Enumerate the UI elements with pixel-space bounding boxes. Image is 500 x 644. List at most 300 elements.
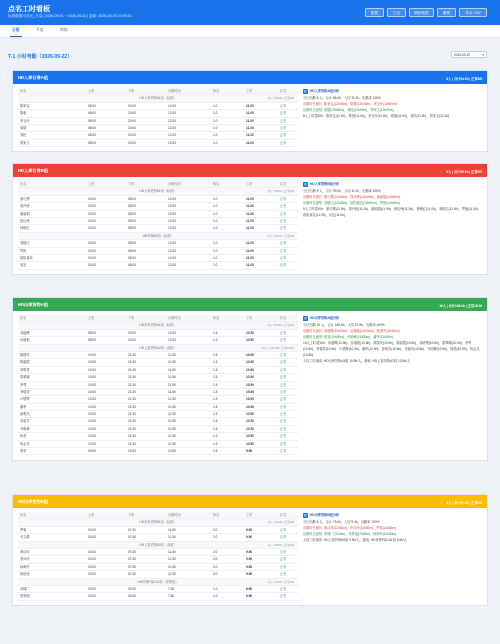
table-cell: 9.50 [246,527,253,532]
card-title: HD入库日常A组 [18,75,49,80]
table-cell: 韦文倩 [20,535,30,540]
table-cell: 9.50 [246,564,253,569]
table-cell: 1.5 [213,382,218,387]
table-cell: 正常 [280,255,287,260]
table-cell: 10:00 [88,367,96,372]
column-header: 状态 [280,182,287,186]
table-cell: 1.0 [213,248,218,253]
table-cell: 20:00 [128,140,136,145]
table-row[interactable] [18,367,298,374]
table-cell: 12.00 [168,196,176,201]
table-cell: 21:30 [128,404,136,409]
table-cell: 12.00 [168,338,176,343]
tab-detail[interactable]: 明细 [60,28,68,32]
table-row[interactable] [18,396,298,403]
table-cell: 正常 [280,594,287,599]
table-row[interactable] [18,240,298,247]
table-cell: 11.50 [168,382,176,387]
table-cell: 08:00 [128,248,136,253]
table-cell: 邓锦广 [20,586,30,591]
table-cell: 12.00 [168,118,176,123]
table-cell: 正常 [280,196,287,201]
column-header: 出勤时间 [168,316,181,320]
group-row [18,579,298,586]
table-cell: 11.50 [168,535,176,540]
table-cell: 20:00 [88,248,96,253]
table-cell: 正常 [280,586,287,591]
column-header: 姓名 [20,182,27,186]
table-row[interactable] [18,586,298,593]
card-header [13,298,487,311]
table-row[interactable] [18,374,298,381]
table-cell: 08:00 [88,140,96,145]
table-row[interactable] [18,225,298,232]
table-row[interactable] [18,203,298,210]
table-cell: 1.5 [213,338,218,343]
analysis-title: HD出库货物B组分析 [310,513,340,517]
table-row[interactable] [18,248,298,255]
table-cell: 1.5 [213,360,218,365]
table-cell: 正常 [280,441,287,446]
table-cell: 蒙翠娜 [20,375,30,380]
table-cell: 21:30 [128,382,136,387]
table-cell: 1.0 [213,241,218,246]
table-cell: 11.50 [168,360,176,365]
table-row[interactable] [18,352,298,359]
table-cell: 2.0 [213,564,218,569]
table-cell: 欧阳嘉花 [20,255,33,260]
table-row[interactable] [18,527,298,534]
table-cell: 10.50 [246,426,254,431]
table-cell: 正常 [280,535,287,540]
table-cell: 20:00 [128,103,136,108]
analysis-header [303,88,483,95]
table-cell: 正常 [280,419,287,424]
table-cell: 正常 [280,367,287,372]
table-cell: 07:30 [128,549,136,554]
analysis-header [303,512,483,519]
table-cell: 陈豪 [20,111,27,116]
table-cell: 11.00 [246,133,254,138]
table-row[interactable] [18,564,298,571]
table-cell: 1.0 [213,133,218,138]
table-cell: 10:00 [88,397,96,402]
table-row[interactable] [18,211,298,218]
table-cell: 11.50 [168,352,176,357]
analysis-line: 当日出勤 16 人，合计 168.0h，人均 10.5h，出勤率 100% [303,323,385,327]
table-cell: 正常 [280,382,287,387]
table-cell: 正常 [280,211,287,216]
table-row[interactable] [18,534,298,541]
table-cell: 07:30 [128,564,136,569]
table-cell: 10:00 [88,434,96,439]
table-cell: 20:00 [128,111,136,116]
table-cell: 杨金龙 [20,441,30,446]
table-row[interactable] [18,103,298,110]
column-header: 姓名 [20,89,27,93]
analysis-panel [303,512,483,543]
table-cell: 12.00 [168,248,176,253]
column-header: 上班 [88,182,95,186]
attendance-table [18,315,298,455]
analysis-line: 出勤时长最短: 张宽(10h30m)、韦明峰(11h30m)、潘军(11h30m) [303,335,394,339]
table-cell: 10.50 [246,419,254,424]
column-header: 上班 [88,316,95,320]
column-header: 工时 [246,89,253,93]
card-summary: 8人 | 合计94.0h | 正常8/8 [446,76,482,81]
table-row[interactable] [18,411,298,418]
table-cell: 7.50 [168,586,175,591]
group-label: HD上架货物A2组（双班） [139,345,177,350]
group-label: HD入库货物A1组（标准） [139,96,177,101]
column-header: 休息 [213,316,220,320]
table-cell: 6.50 [246,586,253,591]
table-cell: 10.50 [246,360,254,365]
analysis-line: 出勤时长最短: 刘德江(12h00m)、欧阳嘉花(12h00m)、罗艳(12h00m) [303,201,400,205]
table-cell: 吴宏 [20,263,27,268]
table-cell: 正常 [280,375,287,380]
table-cell: 11.50 [168,572,176,577]
table-cell: 孙瑞艳 [20,338,30,343]
table-cell: 1.0 [213,586,218,591]
analysis-line: 当日出勤 9 人，合计 99.0h，人均 11.0h，出勤率 100% [303,189,381,193]
table-cell: 正常 [280,426,287,431]
table-row[interactable] [18,330,298,337]
table-cell: 9.50 [246,549,253,554]
table-cell: 杨美 [20,434,27,439]
table-cell: 08:00 [88,125,96,130]
table-cell: 正常 [280,549,287,554]
table-cell: 正常 [280,360,287,365]
table-header [18,315,298,322]
table-cell: 正常 [280,557,287,562]
group-label: HD上架货物B2组（双班） [139,542,177,547]
table-cell: 正常 [280,449,287,454]
table-row[interactable] [18,571,298,578]
table-row[interactable] [18,110,298,117]
table-cell: 03:30 [128,594,136,599]
table-cell: 正常 [280,397,287,402]
table-cell: 12.00 [168,103,176,108]
table-cell: 6.50 [246,594,253,599]
analysis-panel [303,181,483,218]
column-header: 姓名 [20,513,27,517]
table-cell: 张梦丽 [20,594,30,599]
table-cell: 20:00 [88,241,96,246]
table-cell: 1.0 [213,125,218,130]
attendance-table [18,512,298,601]
table-row[interactable] [18,441,298,448]
table-row[interactable] [18,418,298,425]
table-cell: 20:00 [88,211,96,216]
table-cell: 杨欣欣 [20,572,30,577]
column-header: 姓名 [20,316,27,320]
table-row[interactable] [18,262,298,269]
chart-icon: ▥ [304,315,307,320]
card-title: HD出库货物A组 [18,302,49,307]
tab-active-indicator [10,36,22,37]
group-summary: 2人 | 13.0h | 正常2/2 [267,579,294,584]
table-row[interactable] [18,549,298,556]
table-cell: 08:00 [88,330,96,335]
table-cell: 21:30 [128,397,136,402]
table-cell: 1.0 [213,140,218,145]
table-cell: 11.00 [246,204,254,209]
table-cell: 12.00 [168,204,176,209]
chart-icon: ▥ [304,512,307,517]
group-row [18,519,298,526]
table-cell: 1.5 [213,441,218,446]
table-cell: 谢丽娟 [20,211,30,216]
table-cell: 11.50 [168,404,176,409]
table-cell: 刘德江 [20,241,30,246]
table-cell: 10.50 [246,441,254,446]
card-title: HD入库日常B组 [18,168,49,173]
table-cell: 10.50 [246,382,254,387]
undo-button[interactable]: 撤销 [437,8,456,17]
analysis-header [303,181,483,188]
analysis-line: 9人工时超10h：夏巧慧(11.0h)、周丹婷(11.0h)、谢丽娟(11.0h)、张佳炜(11.0h)、钟峻红(11.0h)、刘德江(11.0h)、罗艳(11.0h)、欧阳嘉花(11.0h)、吴宏(11.0h) [303,207,482,217]
analysis-title: HD出库货物A组分析 [310,316,340,320]
table-cell: 21:30 [128,426,136,431]
table-cell: 11.00 [246,118,254,123]
table-cell: 20:00 [88,564,96,569]
table-cell: 08:00 [88,103,96,108]
column-header: 上班 [88,89,95,93]
table-cell: 12.00 [168,218,176,223]
table-row[interactable] [18,118,298,125]
tab-daily[interactable]: 日班 [12,28,20,32]
table-cell: 陈丽霞 [20,360,30,365]
table-cell: 2.0 [213,557,218,562]
chart-icon: ▥ [304,181,307,186]
group-card [12,297,488,461]
table-cell: 黄洁萍 [20,549,30,554]
table-cell: 刘道辉 [20,330,30,335]
table-cell: 11.50 [168,375,176,380]
table-row[interactable] [18,255,298,262]
log-button[interactable]: 日志 [387,8,406,17]
table-cell: 08:00 [128,255,136,260]
table-row[interactable] [18,404,298,411]
table-cell: 韦明峰 [20,426,30,431]
group-row [18,322,298,329]
table-cell: 10:00 [88,360,96,365]
table-cell: 1.5 [213,449,218,454]
card-header [13,164,487,177]
table-cell: 07:30 [128,572,136,577]
table-cell: 20:00 [128,330,136,335]
table-cell: 11.00 [246,218,254,223]
table-row[interactable] [18,389,298,396]
table-cell: 20:00 [88,586,96,591]
table-cell: 10:00 [88,419,96,424]
refresh-button[interactable]: 刷新数据 [409,8,434,17]
group-summary: 2人 | 20.5h | 正常2/2 [267,323,294,328]
analysis-line: 当日出勤 8 人，合计 66.0h，人均 11.0h，出勤率 100% [303,96,381,100]
group-card [12,163,488,275]
table-cell: 1.0 [213,255,218,260]
column-header: 工时 [246,513,253,517]
analysis-line: 当日出勤 8 人，合计 75.0h，人均 9.4h，出勤率 100% [303,520,380,524]
table-cell: 11.00 [246,125,254,130]
table-cell: 李德祥 [20,389,30,394]
group-label: HD出库货物A1组（标准） [139,323,177,328]
table-row[interactable] [18,337,298,344]
table-cell: 20:00 [88,255,96,260]
table-cell: 1.5 [213,426,218,431]
table-cell: 宋丽芳 [20,419,30,424]
table-cell: 1.0 [213,594,218,599]
table-cell: 正常 [280,226,287,231]
table-cell: 正常 [280,389,287,394]
table-cell: 08:00 [88,133,96,138]
table-cell: 李玉叶 [20,118,30,123]
table-cell: 1.0 [213,111,218,116]
table-cell: 20:00 [88,549,96,554]
table-cell: 20:00 [88,226,96,231]
config-button[interactable]: 配置 [365,8,384,17]
table-cell: 正常 [280,248,287,253]
column-header: 出勤时间 [168,89,181,93]
table-cell: 1.5 [213,404,218,409]
analysis-title: HD入库货物B组分析 [310,182,340,186]
table-cell: 1.5 [213,397,218,402]
table-cell: 10.50 [246,412,254,417]
table-cell: 08:00 [128,204,136,209]
table-cell: 李凤玲 [20,557,30,562]
attendance-table [18,88,298,147]
table-cell: 正常 [280,218,287,223]
table-cell: 正常 [280,338,287,343]
tab-monthly[interactable]: 月度 [36,28,44,32]
table-cell: 1.5 [213,352,218,357]
analysis-line: 出勤时长最短: 梁德(12h00m)、刘民(12h00m)、郑家文(12h00m) [303,108,394,112]
table-cell: 正常 [280,204,287,209]
table-cell: 2.0 [213,535,218,540]
analysis-line: 8人工时超10h：陈家宝(11.0h)、陈豪(11.0h)、李玉叶(11.0h)、梁德(11.0h)、刘民(11.0h)、郑家文(11.0h) [303,114,449,118]
table-cell: 1.0 [213,204,218,209]
column-header: 状态 [280,316,287,320]
table-cell: 9.50 [246,557,253,562]
group-card [12,494,488,606]
column-header: 状态 [280,89,287,93]
group-summary: 2人 | 19.0h | 正常2/2 [267,542,294,547]
table-cell: 12.00 [168,226,176,231]
group-label: HD货物PQCA1组（常规班） [137,579,179,584]
table-cell: 11.50 [168,367,176,372]
table-cell: 11.00 [246,255,254,260]
group-row [18,542,298,549]
table-row[interactable] [18,359,298,366]
table-row[interactable] [18,448,298,455]
table-cell: 08:00 [128,263,136,268]
table-cell: 11.00 [246,248,254,253]
table-cell: 9.50 [246,535,253,540]
table-cell: 杨海玲 [20,564,30,569]
table-cell: 20:00 [88,572,96,577]
table-cell: 卢德辉 [20,397,30,402]
table-row[interactable] [18,593,298,600]
table-row[interactable] [18,382,298,389]
table-cell: 20:00 [88,196,96,201]
table-row[interactable] [18,556,298,563]
table-cell: 10:00 [88,412,96,417]
table-cell: 9.50 [246,572,253,577]
table-row[interactable] [18,140,298,147]
table-row[interactable] [18,196,298,203]
table-cell: 08:00 [88,338,96,343]
column-header: 下班 [128,89,135,93]
analysis-line: 人均工时最高: HD上架货物B2组 9.5h/人，最低: HD货物PQCA1组 6.5h/人 [303,538,407,542]
app-header [0,0,500,25]
table-cell: 11.50 [168,434,176,439]
column-header: 休息 [213,513,220,517]
table-cell: 10.50 [246,397,254,402]
table-cell: 1.5 [213,330,218,335]
table-cell: 08:00 [128,226,136,231]
analysis-panel [303,315,483,364]
table-cell: 正常 [280,111,287,116]
export-csv-button[interactable]: 导出 CSV [459,8,487,17]
analysis-header [303,315,483,322]
table-cell: 08:00 [88,111,96,116]
table-cell: 11.00 [246,211,254,216]
analysis-line: 15人工时超10h：刘道辉(10.5h)、孙瑞艳(10.5h)、陈国安(10.5h)、陈丽霞(10.5h)、邓明贤(10.5h)、蒙翠娜(10.5h)、李琴(10.5h)、李德祥(10.5h)、卢德辉(10.5h)、潘军(10.5h)、彭明杰(10.5h)、宋丽芳(10.5h)、韦明峰(10.5h)、杨美(10.5h)、杨金龙(10.5h) [303,341,480,357]
table-cell: 周丹婷 [20,204,30,209]
column-header: 状态 [280,513,287,517]
card-summary: 9人 | 合计99.0h | 正常9/9 [446,169,482,174]
group-label: HD货物B2组（标准） [142,233,174,238]
table-cell: 正常 [280,572,287,577]
analysis-panel [303,88,483,119]
table-cell: 20:00 [88,204,96,209]
table-cell: 2.0 [213,549,218,554]
chevron-down-icon: ▾ [482,53,484,57]
table-cell: 9.50 [246,449,253,454]
chart-icon: ▥ [304,88,307,93]
table-cell: 08:00 [128,241,136,246]
table-row[interactable] [18,125,298,132]
table-cell: 12.00 [168,241,176,246]
table-row[interactable] [18,218,298,225]
table-cell: 21:30 [128,367,136,372]
table-cell: 11.50 [168,426,176,431]
table-cell: 正常 [280,103,287,108]
table-row[interactable] [18,426,298,433]
group-row [18,95,298,102]
card-header [13,71,487,84]
table-cell: 20:00 [88,218,96,223]
table-cell: 08:00 [128,218,136,223]
column-header: 出勤时间 [168,182,181,186]
date-select[interactable] [451,51,487,58]
column-header: 下班 [128,513,135,517]
table-cell: 1.0 [213,263,218,268]
table-cell: 11.50 [168,441,176,446]
group-summary: 5人 | 55.0h | 正常5/5 [267,189,294,194]
table-cell: 11.00 [246,111,254,116]
table-cell: 11.00 [246,140,254,145]
table-cell: 罗蓉 [20,527,27,532]
table-cell: 潘军 [20,404,27,409]
table-cell: 正常 [280,125,287,130]
table-row[interactable] [18,433,298,440]
table-cell: 2.0 [213,572,218,577]
table-cell: 08:00 [128,211,136,216]
table-cell: 10.50 [246,389,254,394]
table-row[interactable] [18,132,298,139]
